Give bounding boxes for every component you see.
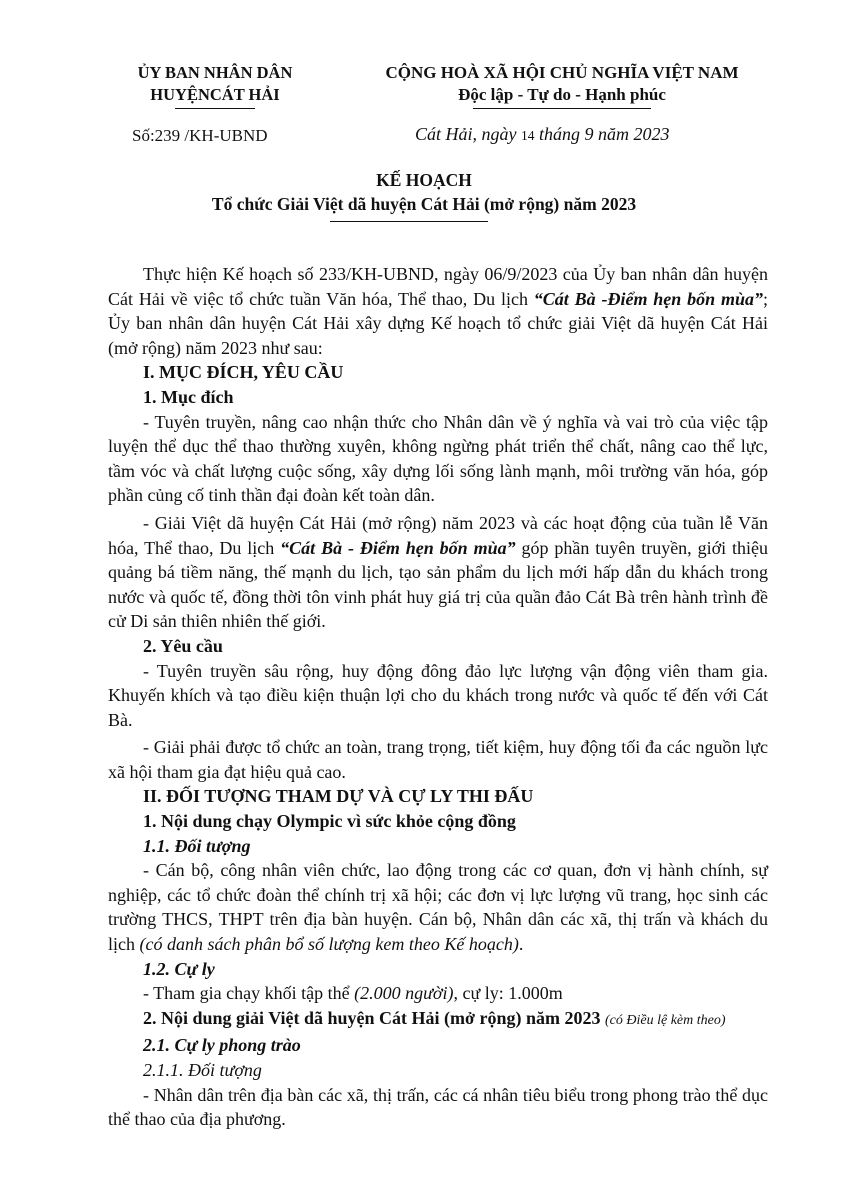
- distance-paragraph: [108, 981, 768, 1006]
- section-1-heading: I. MỤC ĐÍCH, YÊU CẦU: [143, 362, 344, 383]
- agency-district: HUYỆNCÁT HẢI: [150, 85, 280, 104]
- purpose-text-a: - Giải Việt dã huyện Cát Hải (mở rộng) năm 2023 và các hoạt động của tuần lễ Văn hóa, Thể thao, Du lịch: [108, 512, 768, 558]
- agency-header: [100, 62, 330, 109]
- purpose-paragraph-1: - Tuyên truyền, nâng cao nhận thức cho Nhân dân về ý nghĩa và vai trò của việc tập luyện thể dục thể thao thường xuyên, không ngừng phát triển thể chất, nâng cao thể lực, tầm vóc và chất lượng cuộc sống, xây dựng lối sống lành mạnh, môi trường văn hóa, góp phần củng cố tinh thần đại đoàn kết toàn dân.: [108, 411, 768, 506]
- section-2-1-1-heading: 1.1. Đối tượng: [143, 835, 251, 856]
- purpose-text-c: góp phần tuyên truyền, giới thiệu quảng bá tiềm năng, thế mạnh du lịch, tạo sản phẩm du lịch mới hấp dẫn du khách trong nước và quốc tế, đồng thời tôn vinh phát huy giá trị của quần đảo Cát Bà trên hành trình đề cử Di sản thiên nhiên thế giới.: [108, 537, 769, 632]
- purpose-paragraph-2: [108, 511, 768, 634]
- agency-underline: [175, 108, 255, 109]
- section-2-2-heading: [108, 1006, 768, 1034]
- intro-text-c: ; Ủy ban nhân dân huyện Cát Hải xây dựng Kế hoạch tổ chức giải Việt dã huyện Cát Hải (mở rộng) năm 2023 như sau:: [108, 288, 769, 358]
- document-subtitle: Tổ chức Giải Việt dã huyện Cát Hải (mở rộng) năm 2023: [211, 194, 637, 214]
- national-header: [352, 62, 772, 109]
- distance-value: , cự ly: 1.000m: [453, 983, 563, 1004]
- section-2-heading: II. ĐỐI TƯỢNG THAM DỰ VÀ CỰ LY THI ĐẤU: [143, 786, 534, 807]
- document-title: KẾ HOẠCH: [376, 170, 472, 190]
- participants-period: .: [518, 934, 524, 955]
- section-2-2-note: (có Điều lệ kèm theo): [605, 1012, 726, 1028]
- participants-note: (có danh sách phân bổ số lượng kem theo Kế hoạch): [139, 934, 519, 955]
- intro-text-a: Thực hiện Kế hoạch số 233/KH-UBND, ngày 06/9/2023 của Ủy ban nhân dân huyện Cát Hải về việc tổ chức tuần Văn hóa, Thể thao, Du lịch: [108, 264, 768, 309]
- document-body: [108, 262, 768, 1132]
- participants-text: - Cán bộ, công nhân viên chức, lao động trong các cơ quan, đơn vị hành chính, sự nghiệp, các tổ chức đoàn thể chính trị xã hội; các đơn vị lực lượng vũ trang, học sinh các trường THCS, THPT trên địa bàn huyện. Cán bộ, Nhân dân các xã, thị trấn và khách du lịch: [108, 860, 768, 955]
- section-2-1-heading: 1. Nội dung chạy Olympic vì sức khỏe cộng đồng: [143, 811, 516, 832]
- document-number: Số:239 /KH-UBND: [132, 126, 268, 145]
- section-1-2-heading: 2. Yêu cầu: [143, 635, 223, 656]
- national-motto: Độc lập - Tự do - Hạnh phúc: [458, 85, 666, 104]
- intro-paragraph: [108, 262, 768, 360]
- date-prefix: Cát Hải, ngày: [415, 124, 517, 144]
- requirement-paragraph-2: - Giải phải được tổ chức an toàn, trang trọng, tiết kiệm, huy động tối đa các nguồn lực xã hội tham gia đạt hiệu quả cao.: [108, 737, 768, 782]
- purpose-event-name: “Cát Bà - Điểm hẹn bốn mùa”: [280, 537, 516, 558]
- date-suffix: tháng 9 năm 2023: [539, 124, 670, 144]
- date-day: 14: [521, 128, 535, 143]
- section-2-2-1-heading: 2.1. Cự ly phong trào: [143, 1035, 301, 1056]
- distance-text: - Tham gia chạy khối tập thể: [143, 983, 355, 1004]
- national-title: CỘNG HOÀ XÃ HỘI CHỦ NGHĨA VIỆT NAM: [385, 63, 739, 82]
- agency-name: ỦY BAN NHÂN DÂN: [137, 63, 293, 82]
- movement-participants-paragraph: - Nhân dân trên địa bàn các xã, thị trấn, các cá nhân tiêu biểu trong phong trào thể dục thể thao của địa phương.: [108, 1084, 768, 1130]
- section-2-1-2-heading: 1.2. Cự ly: [143, 958, 215, 979]
- motto-underline: [473, 108, 651, 109]
- section-1-1-heading: 1. Mục đích: [143, 386, 234, 407]
- section-2-2-title: 2. Nội dung giải Việt dã huyện Cát Hải (mở rộng) năm 2023: [143, 1007, 601, 1028]
- participants-paragraph: [108, 858, 768, 956]
- requirement-paragraph-1: - Tuyên truyền sâu rộng, huy động đông đảo lực lượng vận động viên tham gia. Khuyến khích và tạo điều kiện thuận lợi cho du khách trong nước và quốc tế đến với Cát Bà.: [108, 660, 768, 730]
- distance-note: (2.000 người): [354, 983, 454, 1004]
- section-2-2-1-1-heading: 2.1.1. Đối tượng: [143, 1060, 262, 1080]
- intro-event-name: “Cát Bà -Điểm hẹn bốn mùa”: [533, 288, 763, 309]
- document-date: [415, 124, 670, 145]
- title-underline: [330, 221, 488, 222]
